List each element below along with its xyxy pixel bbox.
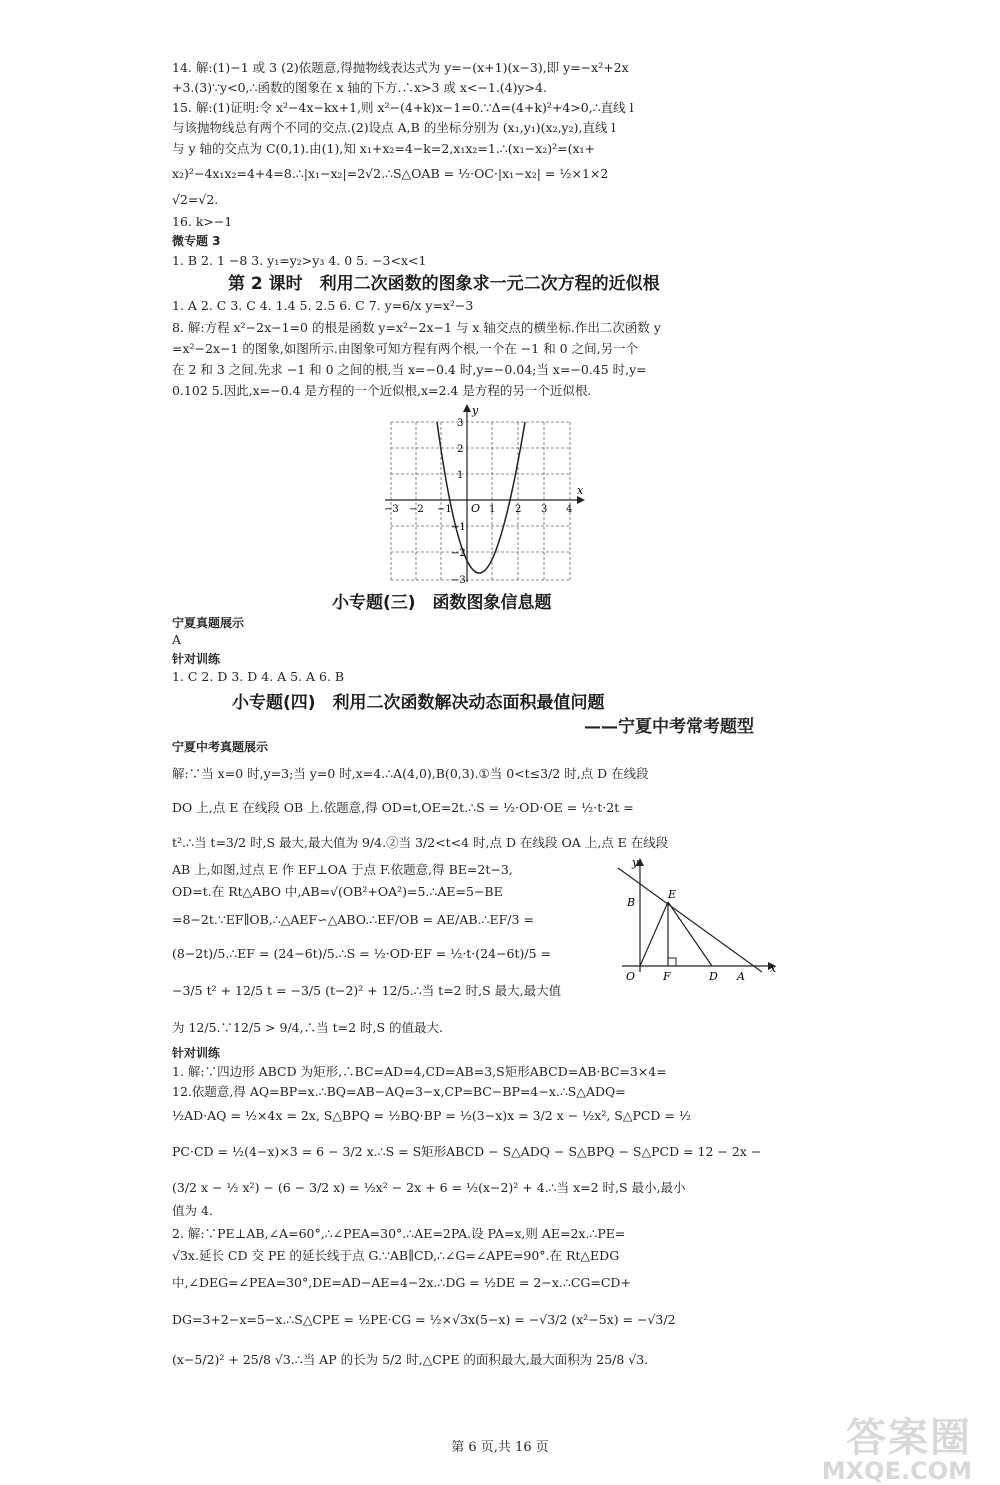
line: √2=√2.	[172, 192, 219, 207]
point-label: F	[663, 970, 671, 983]
line: AB 上,如图,过点 E 作 EF⊥OA 于点 F.依题意,得 BE=2t−3,	[172, 862, 513, 877]
y-tick: 3	[457, 418, 464, 429]
line: 与 y 轴的交点为 C(0,1).由(1),知 x₁+x₂=4−k=2,x₁x₂=1.∴(x₁−x₂)²=(x₁+	[172, 141, 595, 156]
line: A	[172, 632, 182, 647]
line-ed	[668, 902, 712, 966]
watermark-url: MXQE.COM	[821, 1457, 972, 1485]
line: 中,∠DEG=∠PEA=30°,DE=AD−AE=4−2x.∴DG = ½DE = 2−x.∴CG=CD+	[172, 1275, 631, 1290]
line: x₂)²−4x₁x₂=4+4=8.∴|x₁−x₂|=2√2.∴S△OAB = ½·OC·|x₁−x₂| = ½×1×2	[172, 166, 609, 181]
triangle-figure	[615, 852, 785, 987]
special-topic-4-heading: 小专题(四) 利用二次函数解决动态面积最值问题	[232, 693, 605, 713]
line: DO 上,点 E 在线段 OB 上.依题意,得 OD=t,OE=2t.∴S = ½·OD·OE = ½·t·2t =	[172, 800, 634, 815]
y-tick: 2	[457, 444, 464, 455]
line: (8−2t)/5.∴EF = (24−6t)/5.∴S = ½·OD·EF = ½·t·(24−6t)/5 =	[172, 946, 552, 961]
point-label: A	[737, 970, 745, 983]
line: 0.102 5.因此,x=−0.4 是方程的一个近似根,x=2.4 是方程的另一个近似根.	[172, 383, 592, 398]
section-label: 宁夏真题展示	[172, 616, 245, 630]
watermark-logo-text: 答案圈	[846, 1415, 972, 1461]
x-tick: −2	[409, 504, 424, 515]
x-axis-label: x	[577, 484, 584, 497]
line: (3/2 x − ½ x²) − (6 − 3/2 x) = ½x² − 2x + 6 = ½(x−2)² + 4.∴当 x=2 时,S 最小,最小	[172, 1180, 686, 1195]
x-tick: −3	[384, 504, 399, 515]
y-tick: −3	[451, 575, 466, 585]
line: 值为 4.	[172, 1203, 213, 1218]
x-axis-label: x	[770, 962, 777, 975]
point-label: O	[626, 970, 636, 983]
page-footer: 第 6 页,共 16 页	[451, 1440, 549, 1455]
right-angle-mark	[668, 958, 676, 966]
line: 15. 解:(1)证明:令 x²−4x−kx+1,则 x²−(4+k)x−1=0.∵Δ=(4+k)²+4>0,∴直线 l	[172, 100, 634, 115]
point-label: D	[709, 970, 718, 983]
line: (x−5/2)² + 25/8 √3.∴当 AP 的长为 5/2 时,△CPE 的面积最大,最大面积为 25/8 √3.	[172, 1352, 649, 1367]
line: +3.(3)∵y<0,∴函数的图象在 x 轴的下方.∴x>3 或 x<−1.(4)y>4.	[172, 80, 547, 95]
line-oe	[640, 902, 668, 966]
line: −3/5 t² + 12/5 t = −3/5 (t−2)² + 12/5.∴当 t=2 时,S 最大,最大值	[172, 983, 562, 998]
line: PC·CD = ½(4−x)×3 = 6 − 3/2 x.∴S = S矩形ABCD − S△ADQ − S△BPQ − S△PCD = 12 − 2x −	[172, 1144, 762, 1159]
y-axis-label: y	[632, 856, 639, 869]
y-tick: 1	[457, 470, 464, 481]
x-tick: 2	[515, 504, 522, 515]
line: 解:∵当 x=0 时,y=3;当 y=0 时,x=4.∴A(4,0),B(0,3).①当 0<t≤3/2 时,点 D 在线段	[172, 766, 649, 781]
section-label: 宁夏中考真题展示	[172, 740, 269, 754]
line: 1. C 2. D 3. D 4. A 5. A 6. B	[172, 669, 345, 684]
line: √3x.延长 CD 交 PE 的延长线于点 G.∵AB∥CD,∴∠G=∠APE=90°.在 Rt△EDG	[172, 1248, 620, 1263]
line: =8−2t.∵EF∥OB,∴△AEF∽△ABO.∴EF/OB = AE/AB.∴EF/3 =	[172, 912, 534, 927]
y-tick: −2	[451, 548, 466, 559]
section-label: 针对训练	[172, 652, 221, 666]
line: 1. B 2. 1 −8 3. y₁=y₂>y₃ 4. 0 5. −3<x<1	[172, 253, 427, 268]
lesson-heading: 第 2 课时 利用二次函数的图象求一元二次方程的近似根	[228, 274, 660, 294]
x-tick: 4	[566, 504, 573, 515]
y-axis-label: y	[472, 404, 479, 417]
origin-label: O	[471, 502, 481, 515]
line: OD=t.在 Rt△ABO 中,AB=√(OB²+OA²)=5.∴AE=5−BE	[172, 884, 503, 899]
x-tick: 3	[541, 504, 548, 515]
line: 与该抛物线总有两个不同的交点.(2)设点 A,B 的坐标分别为 (x₁,y₁)(x₂,y₂),直线 l	[172, 120, 616, 135]
line: 14. 解:(1)−1 或 3 (2)依题意,得抛物线表达式为 y=−(x+1)(x−3),即 y=−x²+2x	[172, 60, 629, 75]
special-topic-4-subheading: ——宁夏中考常考题型	[584, 717, 754, 737]
watermark	[822, 1406, 972, 1485]
line: 16. k>−1	[172, 214, 233, 229]
section-label: 针对训练	[172, 1046, 221, 1060]
section-label: 微专题 3	[172, 234, 221, 248]
line: DG=3+2−x=5−x.∴S△CPE = ½PE·CG = ½×√3x(5−x) = −√3/2 (x²−5x) = −√3/2	[172, 1312, 676, 1327]
point-label: B	[627, 896, 636, 909]
point-label: E	[668, 888, 677, 901]
line: ½AD·AQ = ½×4x = 2x, S△BPQ = ½BQ·BP = ½(3−x)x = 3/2 x − ½x², S△PCD = ½	[172, 1108, 691, 1123]
line: 为 12/5.∵12/5 > 9/4,∴当 t=2 时,S 的值最大.	[172, 1020, 443, 1035]
line: t².∴当 t=3/2 时,S 最大,最大值为 9/4.②当 3/2<t<4 时,点 D 在线段 OA 上,点 E 在线段	[172, 835, 669, 850]
x-tick: −1	[437, 504, 452, 515]
special-topic-3-heading: 小专题(三) 函数图象信息题	[332, 593, 552, 613]
y-tick: −1	[451, 522, 466, 533]
line: =x²−2x−1 的图象,如图所示.由图象可知方程有两个根,一个在 −1 和 0 之间,另一个	[172, 341, 639, 356]
line: 在 2 和 3 之间.先求 −1 和 0 之间的根,当 x=−0.4 时,y=−0.04;当 x=−0.45 时,y=	[172, 362, 647, 377]
x-tick: 1	[489, 504, 496, 515]
line: 12.依题意,得 AQ=BP=x.∴BQ=AB−AQ=3−x,CP=BC−BP=4−x.∴S△ADQ=	[172, 1084, 626, 1099]
line: 8. 解:方程 x²−2x−1=0 的根是函数 y=x²−2x−1 与 x 轴交点的横坐标.作出二次函数 y	[172, 320, 661, 335]
line: 1. A 2. C 3. C 4. 1.4 5. 2.5 6. C 7. y=6/x y=x²−3	[172, 298, 474, 313]
line: 2. 解:∵PE⊥AB,∠A=60°,∴∠PEA=30°.∴AE=2PA.设 PA=x,则 AE=2x.∴PE=	[172, 1226, 626, 1241]
parabola-graph	[380, 400, 590, 585]
line: 1. 解:∵四边形 ABCD 为矩形,∴BC=AD=4,CD=AB=3,S矩形ABCD=AB·BC=3×4=	[172, 1064, 667, 1079]
